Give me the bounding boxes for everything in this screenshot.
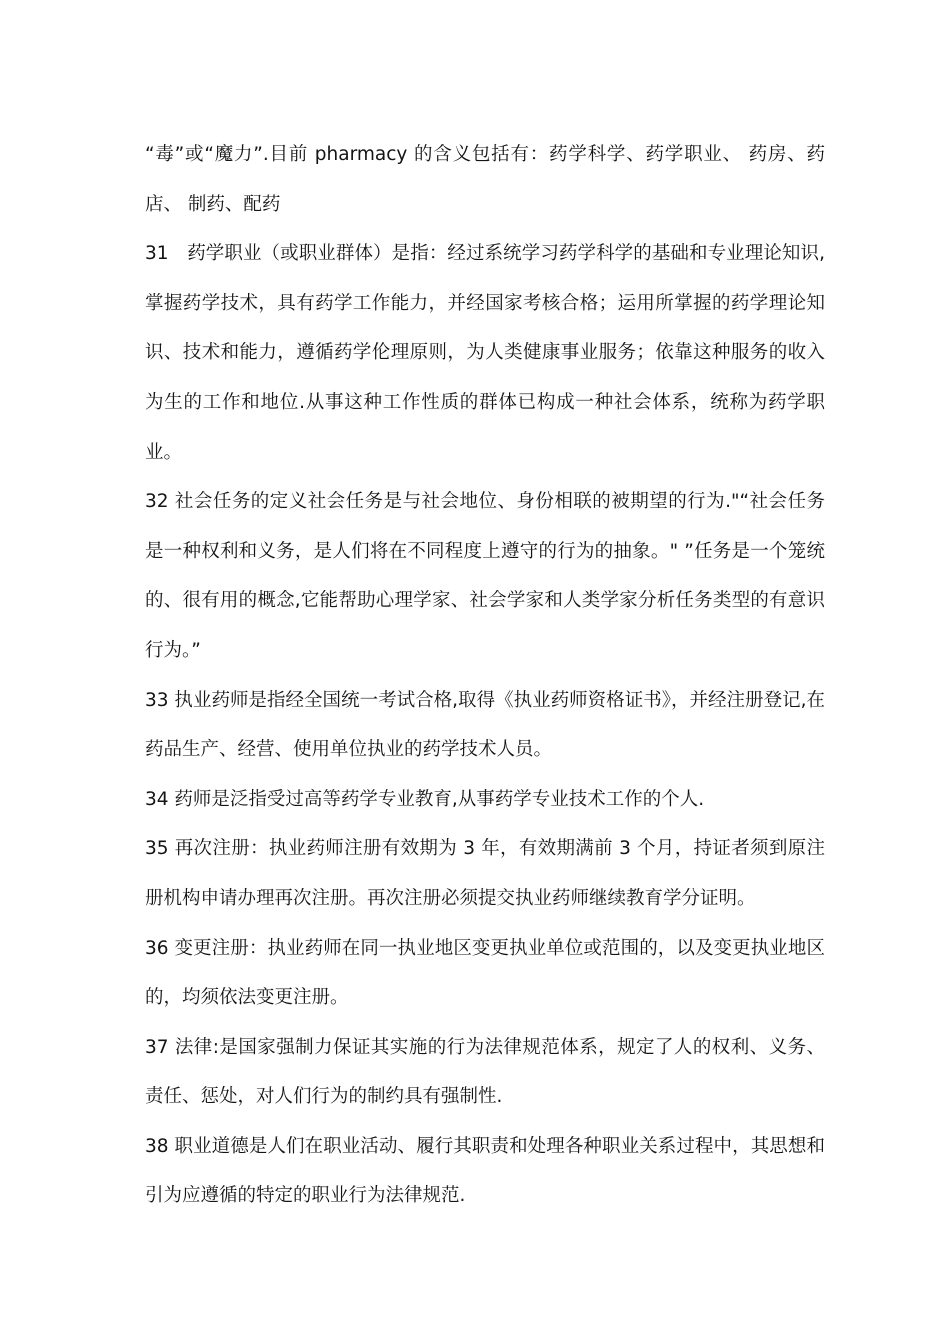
paragraph-33-licensed-pharmacist: 33 执业药师是指经全国统一考试合格,取得《执业药师资格证书》，并经注册登记,在药品生产、经营、使用单位执业的药学技术人员。 — [145, 689, 825, 761]
paragraph-pharmacy-meaning: “毒”或“魔力”.目前 pharmacy 的含义包括有：药学科学、药学职业、 药房、药店、 制药、配药 — [145, 144, 825, 215]
document-body — [145, 130, 825, 1221]
paragraph-35-re-registration: 35 再次注册：执业药师注册有效期为 3 年，有效期满前 3 个月，持证者须到原注册机构申请办理再次注册。再次注册必须提交执业药师继续教育学分证明。 — [145, 838, 825, 909]
paragraph-36-change-registration: 36 变更注册：执业药师在同一执业地区变更执业单位或范围的，以及变更执业地区的，均须依法变更注册。 — [145, 937, 825, 1009]
paragraph-34-pharmacist: 34 药师是泛指受过高等药学专业教育,从事药学专业技术工作的个人. — [145, 788, 705, 810]
paragraph-37-law: 37 法律:是国家强制力保证其实施的行为法律规范体系，规定了人的权利、义务、责任、惩处，对人们行为的制约具有强制性. — [145, 1036, 825, 1108]
paragraph-32-social-task: 32 社会任务的定义社会任务是与社会地位、身份相联的被期望的行为."“社会任务是一种权利和义务，是人们将在不同程度上遵守的行为的抽象。" ”任务是一个笼统的、很有用的概念,它能帮助心理学家、社会学家和人类学家分析任务类型的有意识行为。” — [145, 491, 825, 661]
paragraph-38-professional-ethics: 38 职业道德是人们在职业活动、履行其职责和处理各种职业关系过程中，其思想和引为应遵循的特定的职业行为法律规范. — [145, 1135, 825, 1207]
paragraph-31-pharmacy-profession: 31 药学职业（或职业群体）是指：经过系统学习药学科学的基础和专业理论知识,掌握药学技术，具有药学工作能力，并经国家考核合格；运用所掌握的药学理论知识、技术和能力，遵循药学伦理原则，为人类健康事业服务；依靠这种服务的收入为生的工作和地位.从事这种工作性质的群体已构成一种社会体系，统称为药学职业。 — [145, 243, 825, 463]
